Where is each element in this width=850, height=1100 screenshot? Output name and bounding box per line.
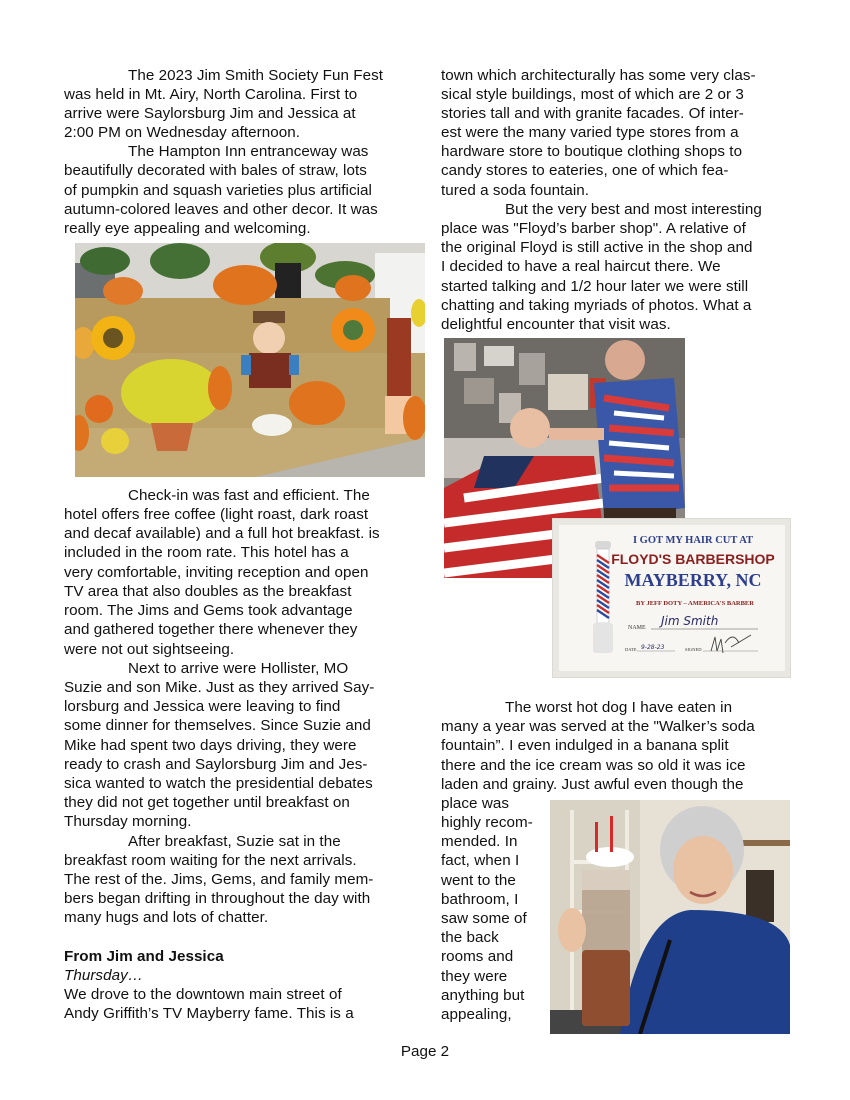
text-line: Next to arrive were Hollister, MO <box>128 660 349 677</box>
text-line: We drove to the downtown main street of <box>64 986 342 1003</box>
text-line: room. The Jims and Gems took advantage <box>64 602 353 619</box>
text-line: ready to crash and Saylorsburg Jim and Jes- <box>64 756 368 773</box>
text-line: est were the many varied type stores from a <box>441 124 739 141</box>
text-line: I decided to have a real haircut there. We <box>441 258 721 275</box>
text-line: 2:00 PM on Wednesday afternoon. <box>64 124 300 141</box>
text-line: Suzie and son Mike. Just as they arrived Say- <box>64 679 375 696</box>
autumn-display-photo <box>75 243 425 477</box>
certificate-line-1: I GOT MY HAIR CUT AT <box>632 535 754 546</box>
certificate-date-value: 9-28-23 <box>641 644 665 651</box>
certificate-line-4: BY JEFF DOTY – AMERICA'S BARBER <box>636 600 754 607</box>
text-line: bathroom, I <box>441 891 519 908</box>
certificate-date-label: DATE <box>625 647 637 652</box>
text-line: very comfortable, inviting reception and open <box>64 564 369 581</box>
text-line: Thursday morning. <box>64 813 192 830</box>
text-line: fact, when I <box>441 852 520 869</box>
text-line: TV area that also doubles as the breakfast <box>64 583 352 600</box>
text-line: highly recom- <box>441 814 533 831</box>
text-line: breakfast room waiting for the next arrivals. <box>64 852 357 869</box>
text-line: appealing, <box>441 1006 512 1023</box>
text-line: town which architecturally has some very clas- <box>441 67 756 84</box>
text-line: candy stores to eateries, one of which fea- <box>441 162 729 179</box>
text-line: fountain”. I even indulged in a banana split <box>441 737 729 754</box>
text-line: laden and grainy. Just awful even though the <box>441 776 744 793</box>
certificate-line-3: MAYBERRY, NC <box>624 570 762 590</box>
text-line: were not out sightseeing. <box>64 641 235 658</box>
text-line: Andy Griffith’s TV Mayberry fame. This is a <box>64 1005 354 1022</box>
certificate-signed-label: SIGNED <box>685 647 702 652</box>
text-line: The Hampton Inn entranceway was <box>128 143 369 160</box>
text-line: included in the room rate. This hotel has a <box>64 544 349 561</box>
text-line: bers began drifting in throughout the day with <box>64 890 371 907</box>
text-line: mended. In <box>441 833 518 850</box>
text-line: the original Floyd is still active in the shop and <box>441 239 753 256</box>
text-line: After breakfast, Suzie sat in the <box>128 833 341 850</box>
text-line: and gathered together there whenever they <box>64 621 358 638</box>
text-line: and decaf available) and a full hot breakfast. is <box>64 525 380 542</box>
text-line: arrive were Saylorsburg Jim and Jessica at <box>64 105 356 122</box>
text-line: The 2023 Jim Smith Society Fun Fest <box>128 67 383 84</box>
text-line: started talking and 1/2 hour later we were still <box>441 278 749 295</box>
text-line: delightful encounter that visit was. <box>441 316 671 333</box>
certificate-name-value: Jim Smith <box>661 614 719 628</box>
text-line: sical style buildings, most of which are 2 or 3 <box>441 86 744 103</box>
text-line: saw some of <box>441 910 527 927</box>
certificate-photo <box>553 519 790 677</box>
section-heading: From Jim and Jessica <box>64 948 224 965</box>
text-line: many a year was served at the "Walker’s soda <box>441 718 755 735</box>
text-line: lorsburg and Jessica were leaving to find <box>64 698 341 715</box>
text-line: some dinner for themselves. Since Suzie and <box>64 717 371 734</box>
certificate-line-2: FLOYD'S BARBERSHOP <box>611 551 775 567</box>
text-line: place was <box>441 795 509 812</box>
text-line: tured a soda fountain. <box>441 182 590 199</box>
text-line: was held in Mt. Airy, North Carolina. First to <box>64 86 358 103</box>
text-line: beautifully decorated with bales of straw, lots <box>64 162 367 179</box>
text-line: many hugs and lots of chatter. <box>64 909 269 926</box>
text-line: of pumpkin and squash varieties plus artificial <box>64 182 372 199</box>
soda-fountain-photo <box>550 800 790 1034</box>
text-line: hotel offers free coffee (light roast, dark roast <box>64 506 369 523</box>
text-line: there and the ice cream was so old it was ice <box>441 757 746 774</box>
text-line: chatting and taking myriads of photos. What a <box>441 297 752 314</box>
text-line: Check-in was fast and efficient. The <box>128 487 370 504</box>
text-line: the back <box>441 929 499 946</box>
text-line: really eye appealing and welcoming. <box>64 220 311 237</box>
text-line: But the very best and most interesting <box>505 201 762 218</box>
text-line: they were <box>441 968 508 985</box>
text-line: The rest of the. Jims, Gems, and family mem- <box>64 871 374 888</box>
text-line: sica wanted to watch the presidential debates <box>64 775 373 792</box>
section-subheading: Thursday… <box>64 967 143 984</box>
text-line: autumn-colored leaves and other decor. It was <box>64 201 378 218</box>
text-line: stories tall and with granite facades. Of inter- <box>441 105 744 122</box>
text-line: went to the <box>441 872 516 889</box>
page-number: Page 2 <box>400 1043 450 1060</box>
certificate-name-label: NAME <box>628 625 646 631</box>
text-line: rooms and <box>441 948 514 965</box>
text-line: place was "Floyd’s barber shop". A relative of <box>441 220 746 237</box>
text-line: Mike had spent two days driving, they were <box>64 737 357 754</box>
text-line: anything but <box>441 987 525 1004</box>
text-line: The worst hot dog I have eaten in <box>505 699 733 716</box>
text-line: they did not get together until breakfast on <box>64 794 350 811</box>
text-line: hardware store to boutique clothing shops to <box>441 143 743 160</box>
